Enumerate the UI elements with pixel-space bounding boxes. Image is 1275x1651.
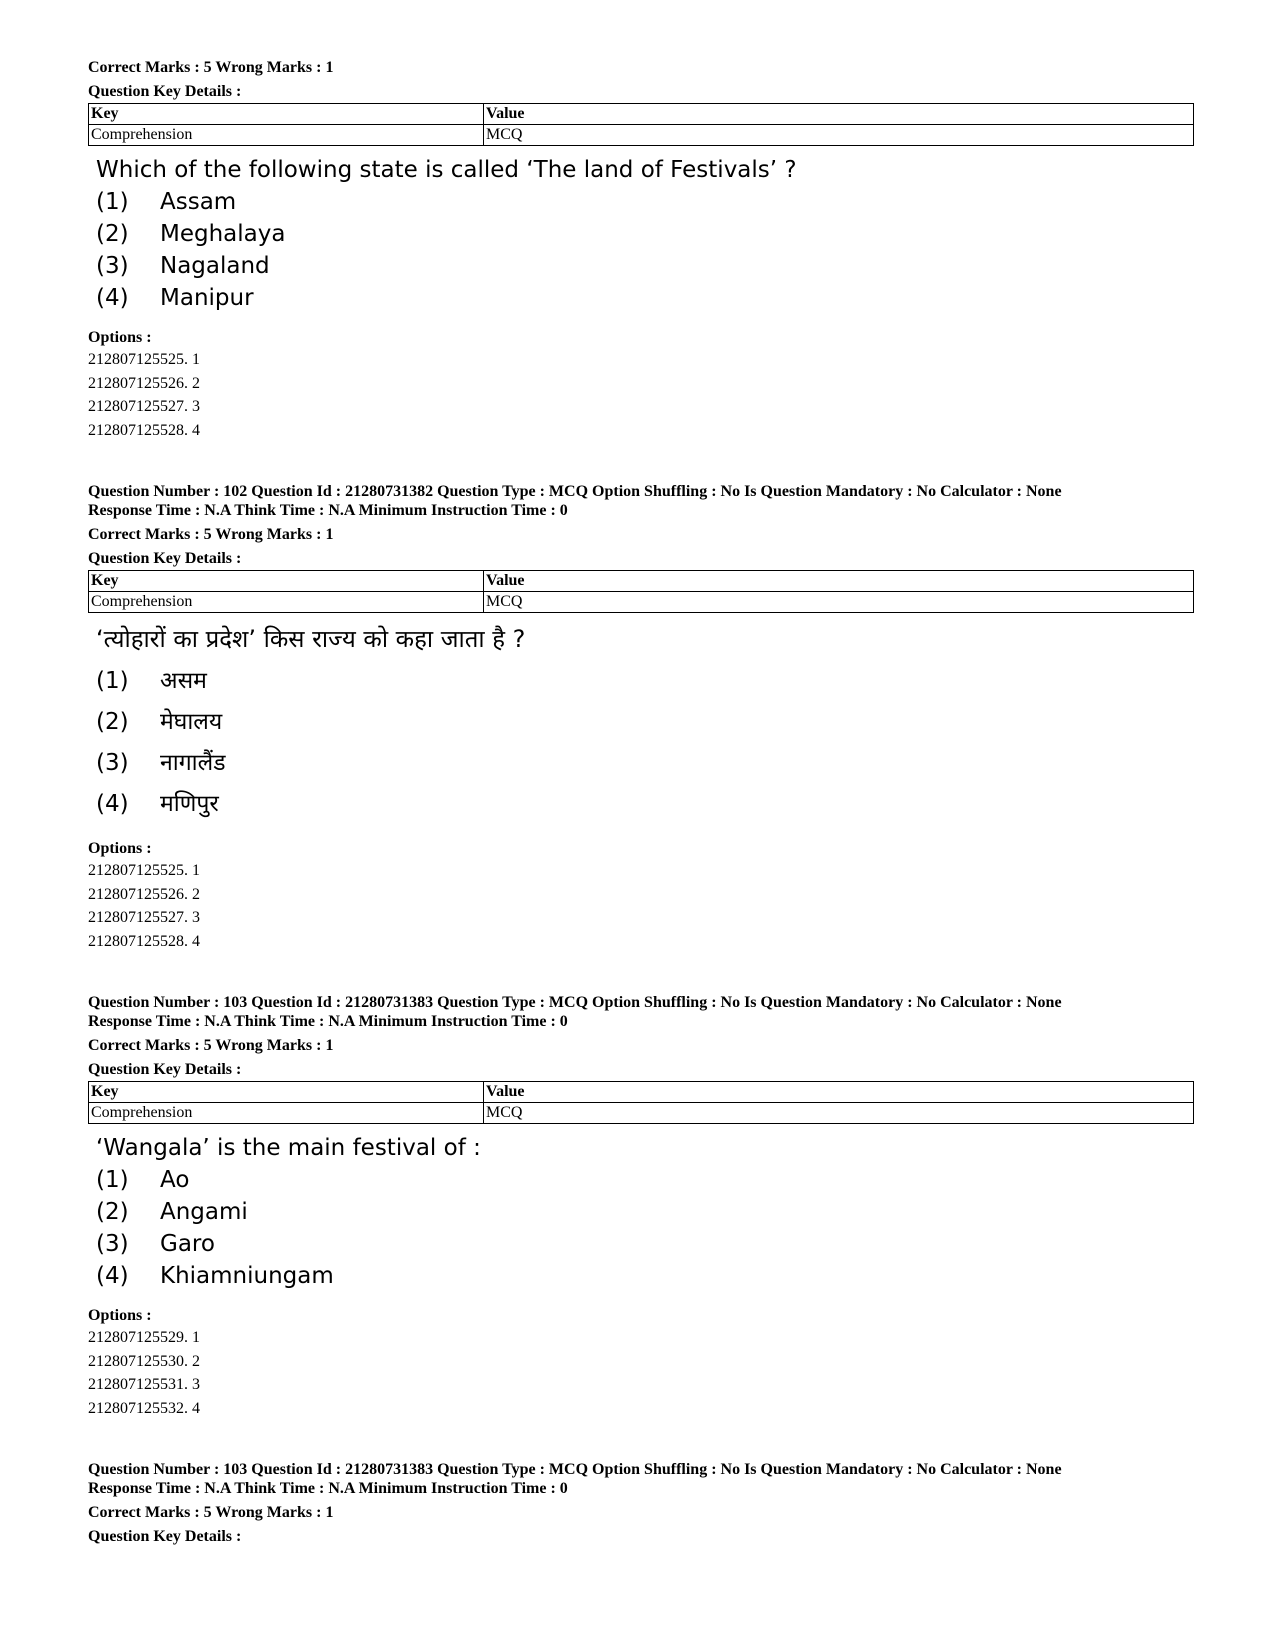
choice-number: (4) [96,285,129,311]
choice-text: असम [160,668,207,694]
table-row [89,592,1194,613]
choice-item [96,1196,1188,1228]
marks-line: Correct Marks : 5 Wrong Marks : 1 [88,1037,334,1054]
choice-item [96,1164,1188,1196]
choice-text: Assam [160,189,237,215]
key-header: Key [89,104,484,125]
marks-line: Correct Marks : 5 Wrong Marks : 1 [88,59,334,76]
choice-item [96,702,1188,743]
table-header-row [89,571,1194,592]
key-value-table [88,1081,1194,1124]
option-line: 212807125528. 4 [88,421,200,439]
question-header-line: Response Time : N.A Think Time : N.A Minimum Instruction Time : 0 [88,1013,568,1030]
choice-item [96,1228,1188,1260]
option-line: 212807125526. 2 [88,374,200,392]
options-label: Options : [88,840,152,857]
choice-text: मेघालय [160,709,223,735]
choice-text: Angami [160,1199,248,1225]
choice-number: (4) [96,791,129,817]
table-header-row [89,1082,1194,1103]
choice-number: (2) [96,221,129,247]
choice-text: Meghalaya [160,221,286,247]
question-text: ‘Wangala’ is the main festival of : [96,1135,481,1161]
choice-number: (1) [96,1167,129,1193]
choice-item [96,661,1188,702]
table-header-row [89,104,1194,125]
option-line: 212807125528. 4 [88,932,200,950]
choice-text: Manipur [160,285,254,311]
question-block-top [88,58,1188,442]
choice-number: (3) [96,1231,129,1257]
key-value-table [88,570,1194,613]
question-text: Which of the following state is called ‘The land of Festivals’ ? [96,157,797,183]
table-row [89,125,1194,146]
choice-item [96,784,1188,825]
choice-text: Khiamniungam [160,1263,334,1289]
option-line: 212807125527. 3 [88,909,200,926]
choice-text: Garo [160,1231,215,1257]
choice-item [96,218,1188,250]
choice-text: Ao [160,1167,190,1193]
value-cell: MCQ [484,592,1194,613]
option-line: 212807125532. 4 [88,1399,200,1417]
choice-item [96,282,1188,314]
choice-number: (2) [96,1199,129,1225]
question-header-line: Question Number : 103 Question Id : 21280731383 Question Type : MCQ Option Shuffling : No Is Question Mandatory : No Calculator : None [88,994,1062,1011]
value-header: Value [484,1082,1194,1103]
choice-number: (4) [96,1263,129,1289]
table-row [89,1103,1194,1124]
question-block-102 [88,482,1188,953]
choice-item [96,250,1188,282]
option-line: 212807125527. 3 [88,398,200,415]
option-line: 212807125525. 1 [88,351,200,368]
key-header: Key [89,571,484,592]
question-block-103-continued [88,1460,1188,1546]
choice-number: (3) [96,253,129,279]
document-page [88,58,1188,1546]
key-details-label: Question Key Details : [88,550,242,567]
key-cell: Comprehension [89,125,484,146]
key-details-label: Question Key Details : [88,1528,242,1545]
question-header-line: Response Time : N.A Think Time : N.A Minimum Instruction Time : 0 [88,1480,568,1497]
choice-number: (3) [96,750,129,776]
key-cell: Comprehension [89,1103,484,1124]
question-header-line: Question Number : 102 Question Id : 21280731382 Question Type : MCQ Option Shuffling : No Is Question Mandatory : No Calculator : None [88,483,1062,500]
options-label: Options : [88,329,152,346]
options-label: Options : [88,1307,152,1324]
option-line: 212807125529. 1 [88,1329,200,1346]
value-header: Value [484,571,1194,592]
choice-number: (1) [96,189,129,215]
marks-line: Correct Marks : 5 Wrong Marks : 1 [88,1504,334,1521]
choice-text: नागालैंड [160,750,226,776]
value-cell: MCQ [484,1103,1194,1124]
question-block-103 [88,993,1188,1420]
option-line: 212807125526. 2 [88,885,200,903]
key-details-label: Question Key Details : [88,1061,242,1078]
key-cell: Comprehension [89,592,484,613]
choice-item [96,1260,1188,1292]
key-value-table [88,103,1194,146]
question-header-line: Question Number : 103 Question Id : 21280731383 Question Type : MCQ Option Shuffling : No Is Question Mandatory : No Calculator : None [88,1461,1062,1478]
key-details-label: Question Key Details : [88,83,242,100]
value-header: Value [484,104,1194,125]
choice-item [96,743,1188,784]
value-cell: MCQ [484,125,1194,146]
choice-text: Nagaland [160,253,270,279]
marks-line: Correct Marks : 5 Wrong Marks : 1 [88,526,334,543]
choice-text: मणिपुर [160,791,219,817]
choice-number: (1) [96,668,129,694]
choice-item [96,186,1188,218]
question-text: ‘त्योहारों का प्रदेश’ किस राज्य को कहा जाता है ? [96,625,526,653]
key-header: Key [89,1082,484,1103]
option-line: 212807125531. 3 [88,1376,200,1393]
option-line: 212807125525. 1 [88,862,200,879]
choice-number: (2) [96,709,129,735]
option-line: 212807125530. 2 [88,1352,200,1370]
question-header-line: Response Time : N.A Think Time : N.A Minimum Instruction Time : 0 [88,502,568,519]
